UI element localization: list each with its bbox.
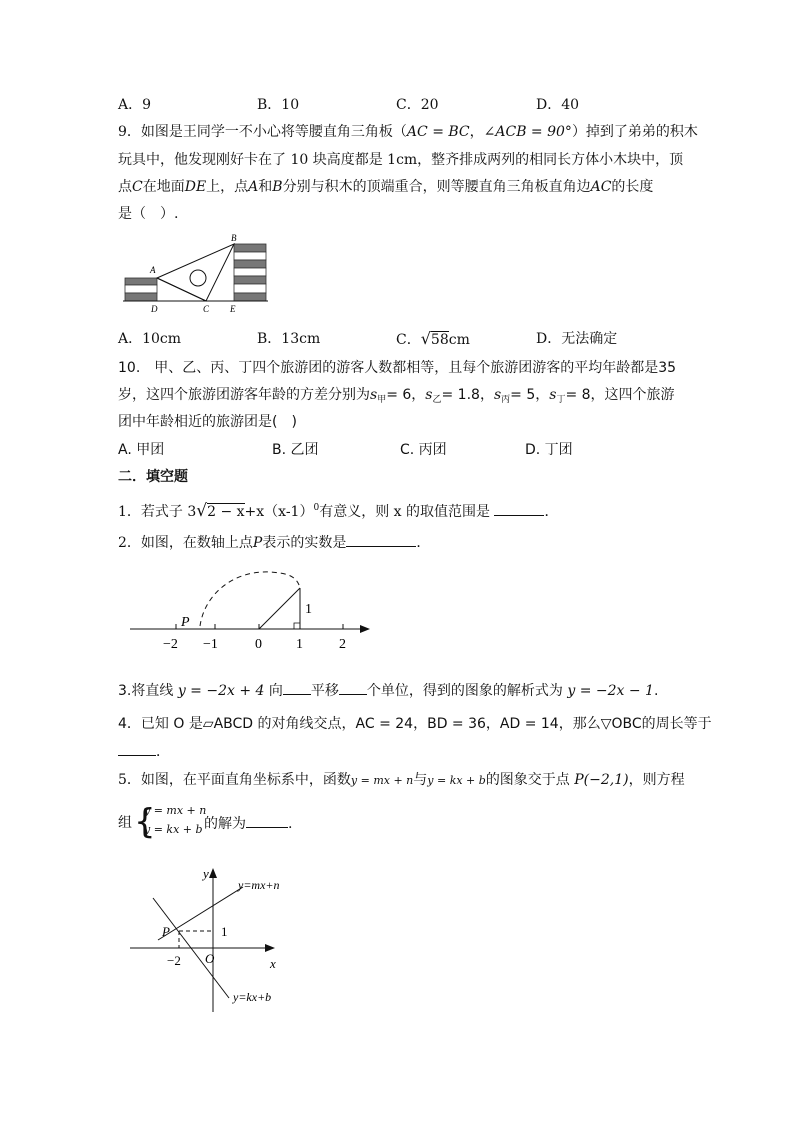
q10-line-3: 团中年龄相近的旅游团是( )	[118, 414, 297, 430]
fill-q4: 4．已知 O 是▱ABCD 的对角线交点，AC = 24，BD = 36，AD = 14，那么▽OBC的周长等于	[118, 716, 712, 732]
tick-label-neg1: −1	[203, 637, 218, 652]
line-label-kxb: y=kx+b	[233, 990, 272, 1004]
fill-q5-blank[interactable]	[246, 813, 288, 828]
number-line-figure	[125, 566, 375, 654]
q10-option-c: C. 丙团	[400, 442, 447, 458]
q10-option-a: A. 甲团	[118, 442, 165, 458]
fill-q1-blank[interactable]	[494, 501, 544, 516]
q9-label-a: A	[150, 265, 156, 275]
origin-label: O	[205, 951, 215, 966]
q9-option-b: B．13cm	[257, 331, 321, 347]
q9-label-d: D	[151, 304, 158, 314]
fill-q3-blank-1[interactable]	[283, 680, 311, 695]
q10-option-d: D. 丁团	[525, 442, 573, 458]
q8-option-a: A．9	[118, 97, 152, 113]
point-p-label: P	[162, 924, 170, 939]
axis-label-x: x	[270, 956, 276, 971]
fill-q3-blank-2[interactable]	[339, 680, 367, 695]
q9-label-c: C	[203, 304, 210, 314]
q9-option-a: A．10cm	[118, 331, 182, 347]
number-line-label-one: 1	[305, 602, 312, 617]
q9-line-4: 是（ ）.	[118, 206, 179, 222]
q9-line-1: 9．如图是王同学一不小心将等腰直角三角板（AC = BC，∠ACB = 90°）掉到了弟弟的积木	[118, 124, 698, 140]
fill-q2-blank[interactable]	[346, 532, 416, 547]
tick-label-2: 2	[339, 637, 346, 652]
q8-option-d: D．40	[536, 97, 580, 113]
fill-q4-blank[interactable]	[118, 741, 156, 756]
q8-option-b: B．10	[257, 97, 300, 113]
q9-blocks-figure	[118, 230, 278, 318]
fill-q1: 1．若式子 $3√2 - x+x(x-1)^0$有意义，则 x 的取值范围是 ．	[118, 501, 559, 521]
fill-q3: 3.将直线 y = −2x + 4 向 平移 个单位，得到的图象的解析式为 y = −2x − 1.	[118, 680, 658, 701]
fill-q4-continued: ．	[118, 741, 170, 762]
q9-line-3: 点C在地面DE上，点A和B分别与积木的顶端重合，则等腰直角三角板直角边AC的长度	[118, 179, 654, 195]
q9-label-e: E	[230, 304, 236, 314]
tick-label-0: 0	[255, 637, 262, 652]
number-line-point-p: P	[181, 615, 190, 630]
q9-label-b: B	[231, 233, 237, 243]
section-title-fill-blank: 二．填空题	[118, 469, 188, 485]
q9-option-c: C．√58cm	[396, 329, 470, 348]
q9-line-2: 玩具中，他发现刚好卡在了 10 块高度都是 1cm，整齐排成两列的相同长方体小木块中，顶	[118, 152, 684, 168]
tick-label-neg2: −2	[163, 637, 178, 652]
label-one: 1	[221, 924, 228, 939]
line-label-mxn: y=mx+n	[238, 878, 280, 892]
q10-option-b: B. 乙团	[272, 442, 319, 458]
tick-label-1: 1	[296, 637, 303, 652]
q10-line-1: 10. 甲、乙、丙、丁四个旅游团的游客人数都相等，且每个旅游团游客的平均年龄都是35	[118, 360, 677, 376]
q8-option-c: C．20	[396, 97, 439, 113]
label-neg2: −2	[167, 953, 181, 968]
q10-line-2: 岁，这四个旅游团游客年龄的方差分别为$s_甲= 6$，$s_乙= 1.8$，$s_丙= 5$，$s_丁= 8$，这四个旅游	[118, 387, 675, 405]
coordinate-figure	[125, 862, 295, 1017]
q9-option-d: D．无法确定	[536, 331, 618, 347]
fill-q5: 5．如图，在平面直角坐标系中，函数y = mx + n与y = kx + b的图象交于点 P(−2,1)，则方程	[118, 772, 685, 788]
axis-label-y: y	[203, 866, 209, 881]
fill-q2: 2．如图，在数轴上点P表示的实数是 ．	[118, 532, 430, 553]
